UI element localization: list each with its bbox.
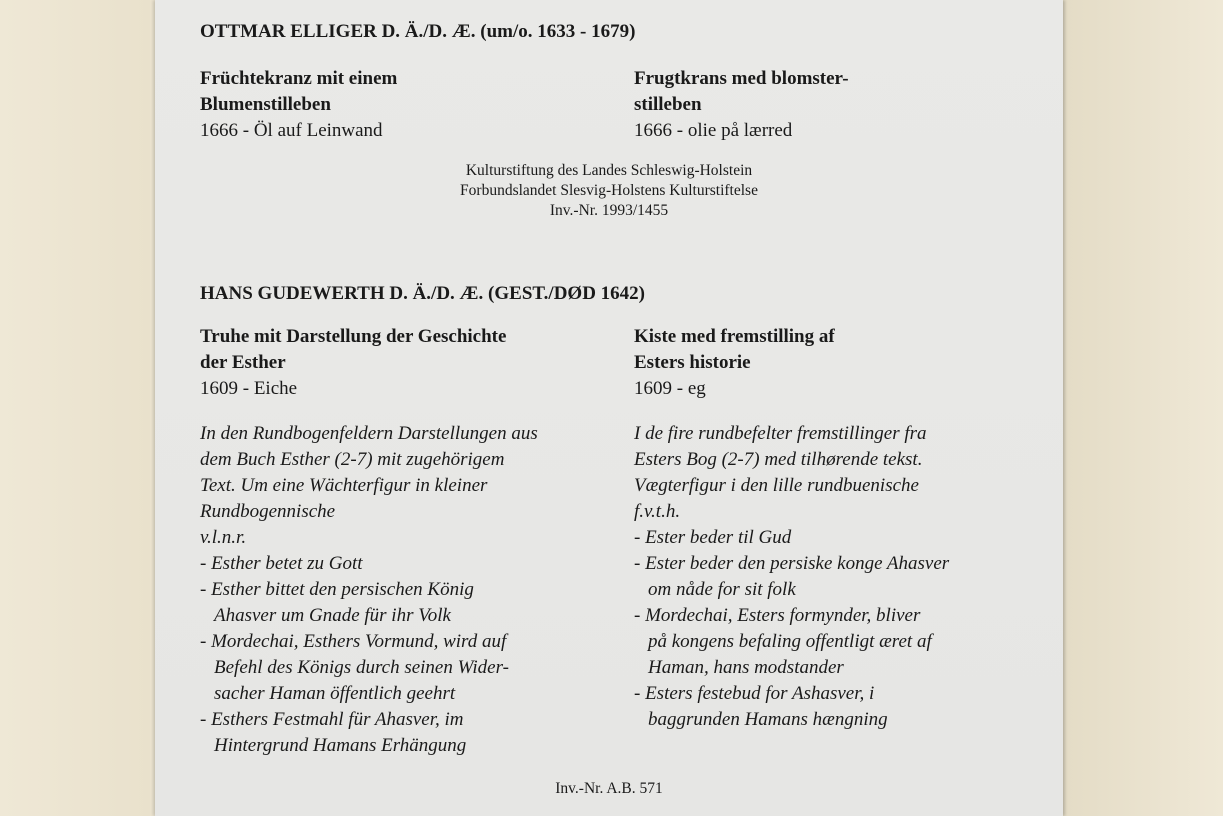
description-line: In den Rundbogenfeldern Darstellungen aus — [200, 423, 538, 444]
description-line: sacher Haman öffentlich geehrt — [214, 683, 456, 704]
title-line: Blumenstilleben — [200, 94, 331, 115]
description-line: - Esther bittet den persischen König — [200, 579, 474, 600]
credit-line: Forbundslandet Slesvig-Holstens Kulturstiftelse — [460, 182, 758, 199]
entry2-da-title — [634, 324, 835, 376]
description-line: på kongens befaling offentligt æret af — [648, 631, 932, 652]
description-line: Haman, hans modstander — [648, 657, 844, 678]
inventory-number: Inv.-Nr. 1993/1455 — [549, 202, 669, 219]
entry1-credit — [155, 161, 1063, 221]
description-line: om nåde for sit folk — [648, 579, 796, 600]
description-line: baggrunden Hamans hængning — [648, 709, 888, 730]
entry1-de-title — [200, 66, 397, 118]
description-line: Rundbogennische — [200, 501, 336, 522]
description-line: - Mordechai, Esters formynder, bliver — [634, 605, 921, 626]
description-line: f.v.t.h. — [634, 501, 681, 522]
description-line: Hintergrund Hamans Erhängung — [214, 735, 467, 756]
entry1-heading: OTTMAR ELLIGER D. Ä./D. Æ. (um/o. 1633 - 1679) — [200, 21, 636, 42]
museum-label-card — [155, 0, 1063, 816]
description-line: Befehl des Königs durch seinen Wider- — [214, 657, 509, 678]
entry2-de-title — [200, 324, 506, 376]
description-line: Esters Bog (2-7) med tilhørende tekst. — [634, 449, 923, 470]
title-line: Frugtkrans med blomster- — [634, 68, 849, 89]
entry2-heading: HANS GUDEWERTH D. Ä./D. Æ. (GEST./DØD 1642) — [200, 283, 645, 304]
title-line: Truhe mit Darstellung der Geschichte — [200, 326, 507, 347]
description-line: v.l.n.r. — [200, 527, 247, 548]
entry2-da-description — [634, 421, 949, 733]
entry1-da-title — [634, 66, 849, 118]
description-line: Ahasver um Gnade für ihr Volk — [214, 605, 451, 626]
description-line: - Ester beder den persiske konge Ahasver — [634, 553, 950, 574]
entry2-de-description — [200, 421, 538, 759]
description-line: - Esthers Festmahl für Ahasver, im — [200, 709, 464, 730]
entry1-da-meta: 1666 - olie på lærred — [634, 120, 793, 141]
description-line: - Ester beder til Gud — [634, 527, 792, 548]
description-line: Vægterfigur i den lille rundbuenische — [634, 475, 919, 496]
title-line: Kiste med fremstilling af — [634, 326, 835, 347]
description-line: Text. Um eine Wächterfigur in kleiner — [200, 475, 488, 496]
description-line: - Esters festebud for Ashasver, i — [634, 683, 875, 704]
title-line: stilleben — [634, 94, 702, 115]
entry1-de-meta: 1666 - Öl auf Leinwand — [200, 120, 383, 141]
description-line: I de fire rundbefelter fremstillinger fra — [634, 423, 927, 444]
title-line: der Esther — [200, 352, 286, 373]
description-line: - Mordechai, Esthers Vormund, wird auf — [200, 631, 507, 652]
wall-left — [0, 0, 150, 816]
entry2-inventory-number: Inv.-Nr. A.B. 571 — [555, 780, 663, 797]
description-line: dem Buch Esther (2-7) mit zugehörigem — [200, 449, 505, 470]
wall-right — [1063, 0, 1223, 816]
title-line: Esters historie — [634, 352, 751, 373]
entry2-de-meta: 1609 - Eiche — [200, 378, 298, 399]
credit-line: Kulturstiftung des Landes Schleswig-Holstein — [465, 162, 753, 179]
description-line: - Esther betet zu Gott — [200, 553, 363, 574]
entry2-da-meta: 1609 - eg — [634, 378, 706, 399]
title-line: Früchtekranz mit einem — [200, 68, 398, 89]
